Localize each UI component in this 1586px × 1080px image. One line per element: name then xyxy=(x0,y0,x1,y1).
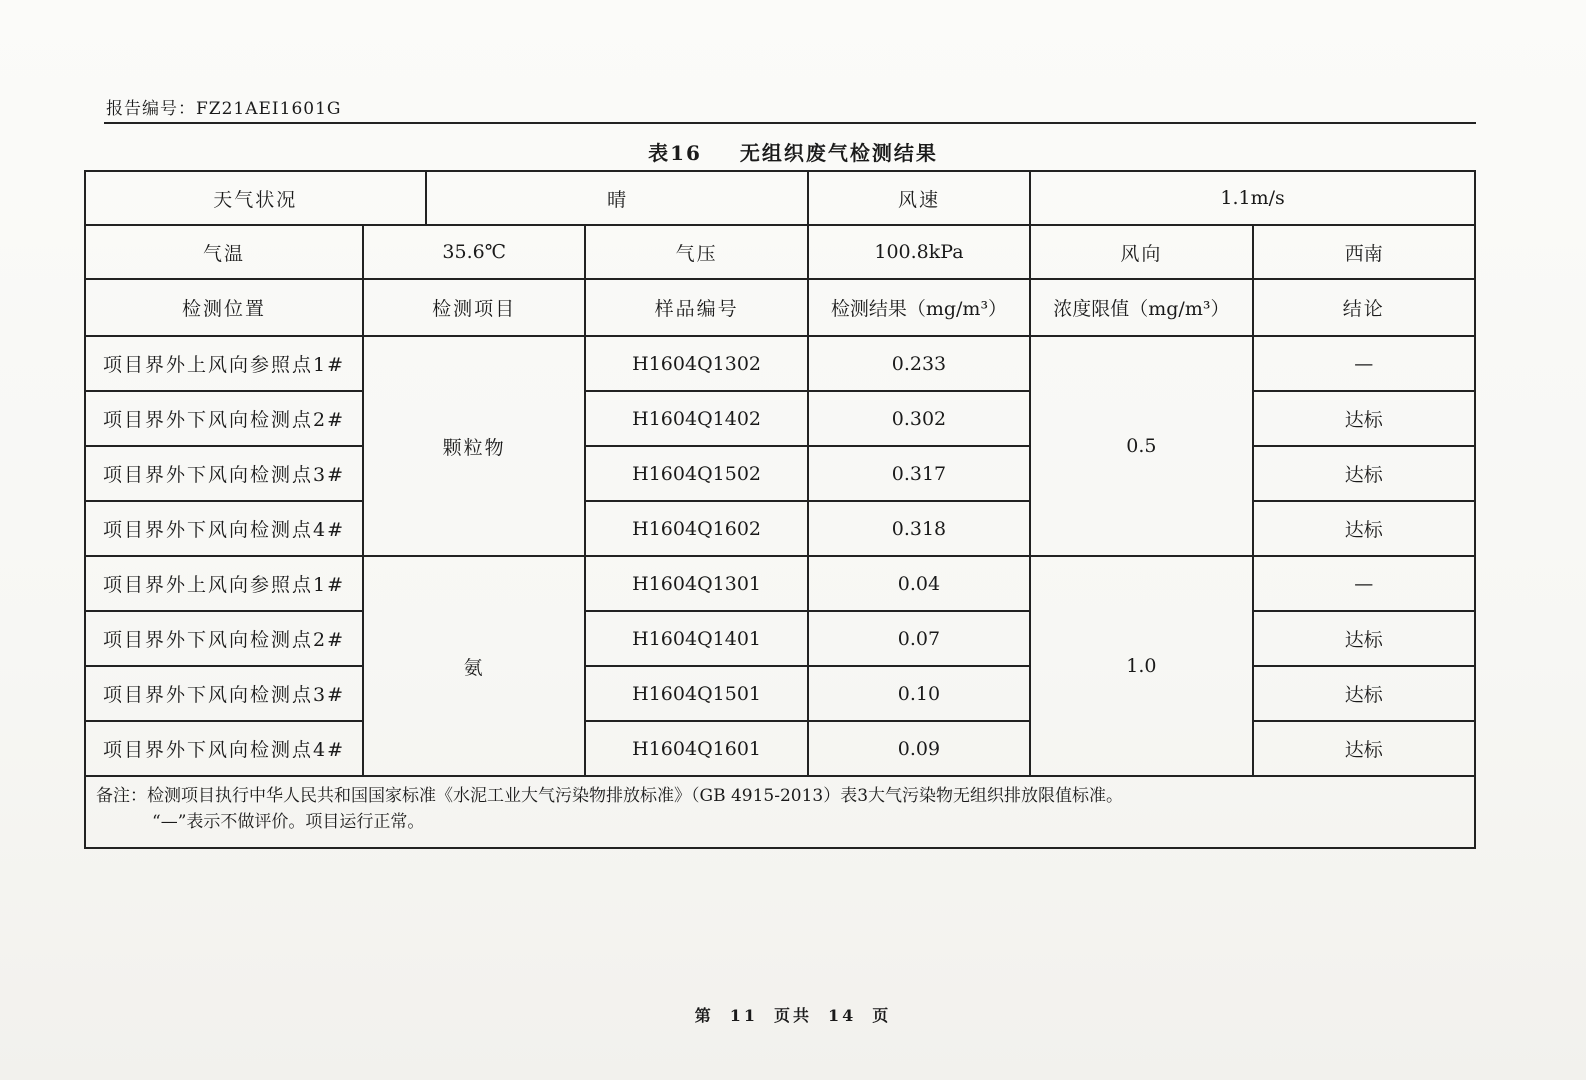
table-title xyxy=(0,137,1586,166)
location-cell: 项目界外下风向检测点2# xyxy=(85,391,363,446)
wind-direction-value: 西南 xyxy=(1253,225,1475,279)
result-cell: 0.317 xyxy=(808,446,1030,501)
result-cell: 0.07 xyxy=(808,611,1030,666)
item-cell: 颗粒物 xyxy=(363,336,585,556)
location-cell: 项目界外下风向检测点3# xyxy=(85,666,363,721)
result-cell: 0.233 xyxy=(808,336,1030,391)
report-number: 报告编号：FZ21AEI1601G xyxy=(106,99,342,119)
location-cell: 项目界外下风向检测点4# xyxy=(85,501,363,556)
weather-label: 天气状况 xyxy=(85,171,426,225)
table-row xyxy=(85,391,1475,446)
header-divider xyxy=(104,122,1476,124)
table-header-row xyxy=(85,279,1475,336)
pressure-label: 气压 xyxy=(585,225,807,279)
remarks-line-1: 备注：检测项目执行中华人民共和国国家标准《水泥工业大气污染物排放标准》（GB 4915-2013）表3大气污染物无组织排放限值标准。 xyxy=(96,786,1124,806)
pressure-value: 100.8kPa xyxy=(808,225,1030,279)
result-cell: 0.302 xyxy=(808,391,1030,446)
page-number: 11 xyxy=(729,1006,758,1025)
table-number: 表16 xyxy=(648,141,702,165)
location-cell: 项目界外上风向参照点1# xyxy=(85,556,363,611)
sample-no-cell: H1604Q1302 xyxy=(585,336,807,391)
sample-no-cell: H1604Q1601 xyxy=(585,721,807,776)
result-cell: 0.10 xyxy=(808,666,1030,721)
page-end-label: 页 xyxy=(872,1006,892,1025)
conclusion-cell: 达标 xyxy=(1253,666,1475,721)
location-cell: 项目界外上风向参照点1# xyxy=(85,336,363,391)
column-header-location: 检测位置 xyxy=(85,279,363,336)
table-row xyxy=(85,666,1475,721)
conclusion-cell: 达标 xyxy=(1253,721,1475,776)
remarks-row xyxy=(85,776,1475,848)
sample-no-cell: H1604Q1602 xyxy=(585,501,807,556)
sample-no-cell: H1604Q1501 xyxy=(585,666,807,721)
temperature-label: 气温 xyxy=(85,225,363,279)
table-row xyxy=(85,446,1475,501)
item-cell: 氨 xyxy=(363,556,585,776)
column-header-result: 检测结果（mg/m³） xyxy=(808,279,1030,336)
table-row xyxy=(85,501,1475,556)
location-cell: 项目界外下风向检测点2# xyxy=(85,611,363,666)
result-cell: 0.318 xyxy=(808,501,1030,556)
column-header-limit: 浓度限值（mg/m³） xyxy=(1030,279,1252,336)
page-mid-label: 页共 xyxy=(773,1006,812,1025)
column-header-sample-no: 样品编号 xyxy=(585,279,807,336)
remarks-cell xyxy=(85,776,1475,848)
sample-no-cell: H1604Q1401 xyxy=(585,611,807,666)
wind-direction-label: 风向 xyxy=(1030,225,1252,279)
weather-value: 晴 xyxy=(426,171,808,225)
sample-no-cell: H1604Q1402 xyxy=(585,391,807,446)
page-footer xyxy=(0,1003,1586,1026)
table-row xyxy=(85,721,1475,776)
table-row xyxy=(85,611,1475,666)
conclusion-cell: — xyxy=(1253,556,1475,611)
weather-row xyxy=(85,171,1475,225)
temperature-value: 35.6℃ xyxy=(363,225,585,279)
conclusion-cell: — xyxy=(1253,336,1475,391)
conclusion-cell: 达标 xyxy=(1253,501,1475,556)
table-caption: 无组织废气检测结果 xyxy=(739,141,938,165)
column-header-item: 检测项目 xyxy=(363,279,585,336)
table-row xyxy=(85,336,1475,391)
remarks-line-2: “—”表示不做评价。项目运行正常。 xyxy=(152,812,425,832)
location-cell: 项目界外下风向检测点4# xyxy=(85,721,363,776)
emission-results-table xyxy=(84,170,1476,849)
wind-speed-value: 1.1m/s xyxy=(1030,171,1475,225)
page-label: 第 xyxy=(694,1006,714,1025)
sample-no-cell: H1604Q1502 xyxy=(585,446,807,501)
location-cell: 项目界外下风向检测点3# xyxy=(85,446,363,501)
limit-cell: 0.5 xyxy=(1030,336,1252,556)
sample-no-cell: H1604Q1301 xyxy=(585,556,807,611)
conclusion-cell: 达标 xyxy=(1253,611,1475,666)
result-cell: 0.09 xyxy=(808,721,1030,776)
conclusion-cell: 达标 xyxy=(1253,446,1475,501)
page-total: 14 xyxy=(828,1006,857,1025)
wind-speed-label: 风速 xyxy=(808,171,1030,225)
limit-cell: 1.0 xyxy=(1030,556,1252,776)
column-header-conclusion: 结论 xyxy=(1253,279,1475,336)
climate-row xyxy=(85,225,1475,279)
result-cell: 0.04 xyxy=(808,556,1030,611)
table-row xyxy=(85,556,1475,611)
conclusion-cell: 达标 xyxy=(1253,391,1475,446)
